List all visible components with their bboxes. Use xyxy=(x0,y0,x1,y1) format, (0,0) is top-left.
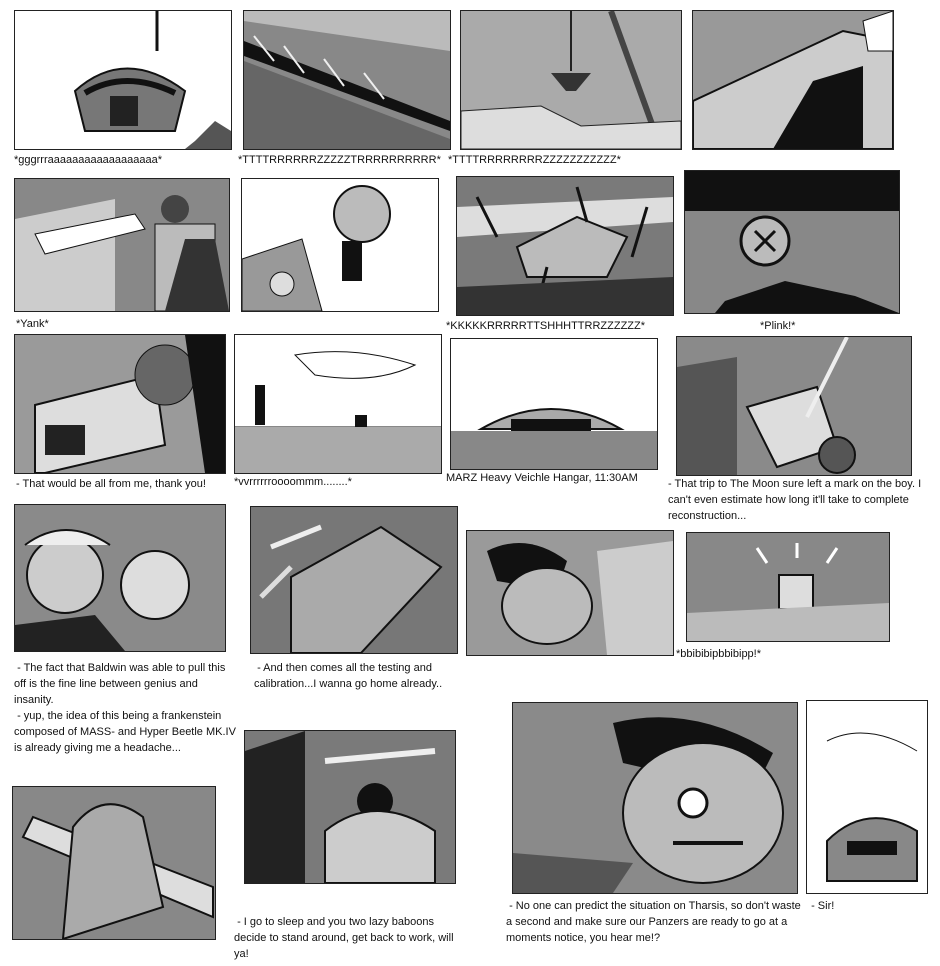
panel-two-mechanics xyxy=(14,504,226,652)
panel-mechanic-with-wrench xyxy=(244,730,456,884)
panel-art xyxy=(461,11,681,149)
panel-art xyxy=(242,179,438,311)
caption-p9: - That would be all from me, thank you! xyxy=(16,478,206,490)
panel-alarm-clock xyxy=(686,532,890,642)
panel-art xyxy=(15,505,225,651)
panel-art xyxy=(807,701,927,893)
caption-p16: *bbibibipbbibipp!* xyxy=(676,648,762,660)
panel-crash-impact xyxy=(456,176,674,316)
panel-art xyxy=(467,531,673,655)
caption-p13: - The fact that Baldwin was able to pull this off is the fine line between genius and insanity. - yup, the idea of this being a frankenstein composed of MASS- and Hyper Beetle MK.IV is already giving me a headache... xyxy=(14,662,236,754)
panel-art xyxy=(677,337,911,475)
caption-p19: - No one can predict the situation on Tharsis, so don't waste a second and make sure our Panzers are ready to go at a moments notice, you hear me!? xyxy=(506,900,804,944)
panel-art xyxy=(13,787,215,939)
panel-art xyxy=(251,507,457,653)
caption-p10: *vvrrrrrroooommm........* xyxy=(234,476,352,488)
caption-p1: *gggrrraaaaaaaaaaaaaaaaaa* xyxy=(14,154,163,166)
panel-art xyxy=(15,11,231,149)
panel-art xyxy=(244,11,450,149)
panel-hangar-door xyxy=(806,700,928,894)
panel-dome-and-machine xyxy=(241,178,439,312)
caption-p18: - I go to sleep and you two lazy baboons decide to stand around, get back to work, will ya! xyxy=(234,916,457,960)
caption-p8: *Plink!* xyxy=(760,320,796,332)
caption-p12: - That trip to The Moon sure left a mark on the boy. I can't even estimate how long it'll take to complete reconstruction... xyxy=(668,478,925,522)
panel-robot-wreck xyxy=(676,336,912,476)
panel-tools-on-tarp xyxy=(250,506,458,654)
panel-art xyxy=(457,177,673,315)
caption-p5: *Yank* xyxy=(16,318,49,330)
panel-building-corner xyxy=(692,10,894,150)
panel-hangar xyxy=(450,338,658,470)
panel-shouting-face xyxy=(512,702,798,894)
panel-art xyxy=(15,179,229,311)
panel-loose-part xyxy=(684,170,900,314)
panel-art xyxy=(685,171,899,313)
panel-art xyxy=(451,339,657,469)
panel-art xyxy=(245,731,455,883)
panel-art xyxy=(693,11,893,149)
panel-lifted-debris xyxy=(243,10,451,150)
panel-crane-operator xyxy=(14,178,230,312)
panel-art xyxy=(687,533,889,641)
panel-crane-lift xyxy=(460,10,682,150)
caption-p11: MARZ Heavy Veichle Hangar, 11:30AM xyxy=(446,472,638,484)
caption-p7: *KKKKKRRRRRTTSHHHTTRRZZZZZZ* xyxy=(446,320,646,332)
panel-crane-hook-dome xyxy=(14,10,232,150)
panel-art xyxy=(235,335,441,473)
panel-road-horizon xyxy=(234,334,442,474)
caption-p14: - And then comes all the testing and calibration...I wanna go home already.. xyxy=(254,662,443,690)
panel-sleeping-mechanic xyxy=(466,530,674,656)
caption-p3: *TTTTRRRRRRRRZZZZZZZZZZZ* xyxy=(448,154,621,166)
caption-p2: *TTTTRRRRRRZZZZZTRRRRRRRRRR* xyxy=(238,154,441,166)
caption-p20: - Sir! xyxy=(808,900,835,912)
panel-hand-on-wrench xyxy=(12,786,216,940)
panel-art xyxy=(15,335,225,473)
panel-truck xyxy=(14,334,226,474)
panel-art xyxy=(513,703,797,893)
